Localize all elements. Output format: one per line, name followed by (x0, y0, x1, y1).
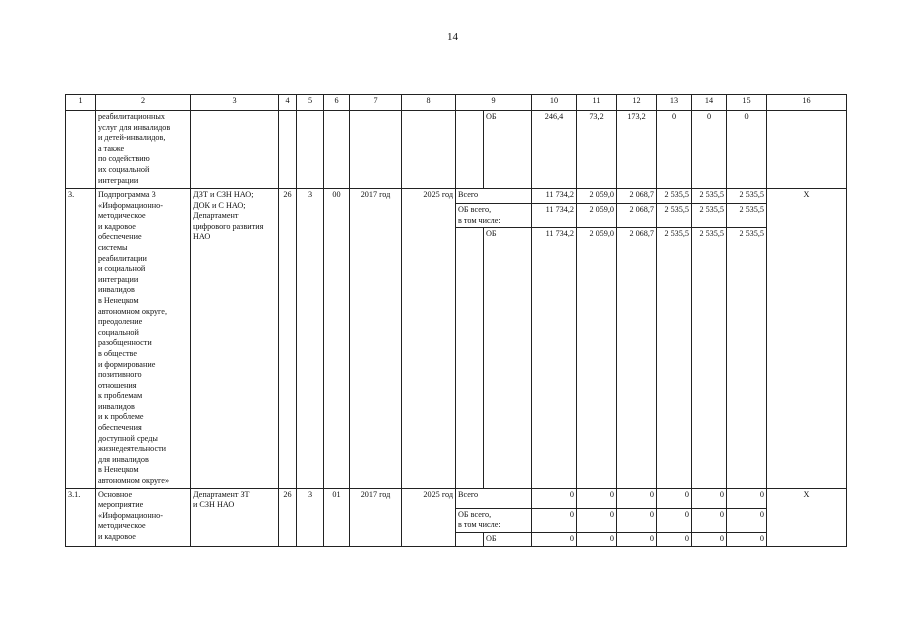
row-number: 3. (66, 189, 96, 489)
code-cell: 3 (297, 488, 324, 546)
value-cell: 0 (532, 488, 577, 508)
header-cell: 14 (692, 95, 727, 111)
code-cell: 00 (324, 189, 350, 489)
value-cell: 11 734,2 (532, 189, 577, 204)
program-table (65, 94, 847, 547)
header-cell: 15 (727, 95, 767, 111)
source-label: ОБ (484, 532, 532, 546)
end-year: 2025 год (402, 488, 456, 546)
source-label: ОБ всего, в том числе: (456, 508, 532, 532)
value-cell: 173,2 (617, 111, 657, 189)
value-cell: 0 (727, 508, 767, 532)
header-cell: 6 (324, 95, 350, 111)
value-cell: 2 535,5 (727, 204, 767, 228)
value-cell: 0 (657, 532, 692, 546)
executor: ДЗТ и СЗН НАО; ДОК и С НАО; Департамент цифрового развития НАО (191, 189, 279, 489)
header-cell: 7 (350, 95, 402, 111)
value-cell: 2 068,7 (617, 204, 657, 228)
code-cell: 3 (297, 189, 324, 489)
value-cell: 0 (692, 532, 727, 546)
value-cell: 0 (657, 508, 692, 532)
value-cell: 0 (692, 508, 727, 532)
source-label: Всего (456, 189, 532, 204)
header-cell: 2 (96, 95, 191, 111)
header-cell: 9 (456, 95, 532, 111)
value-cell: 0 (617, 532, 657, 546)
event-name: Основное мероприятие «Информационно- методическое и кадровое (96, 488, 191, 546)
table-row (66, 488, 847, 508)
header-cell: 3 (191, 95, 279, 111)
header-cell: 16 (767, 95, 847, 111)
value-cell: 0 (657, 111, 692, 189)
value-cell: 11 734,2 (532, 228, 577, 488)
value-cell: 0 (617, 508, 657, 532)
header-cell: 4 (279, 95, 297, 111)
value-cell: 2 535,5 (692, 228, 727, 488)
start-year: 2017 год (350, 488, 402, 546)
value-cell: 0 (727, 111, 767, 189)
value-cell: 2 535,5 (727, 228, 767, 488)
value-cell: 2 535,5 (692, 204, 727, 228)
value-cell: 2 535,5 (657, 204, 692, 228)
value-cell: 2 059,0 (577, 204, 617, 228)
value-cell: 2 059,0 (577, 228, 617, 488)
value-cell: 0 (577, 508, 617, 532)
result-cell: Х (767, 488, 847, 546)
value-cell: 11 734,2 (532, 204, 577, 228)
table-row (66, 189, 847, 204)
header-cell: 5 (297, 95, 324, 111)
header-cell: 11 (577, 95, 617, 111)
table-row (66, 111, 847, 189)
value-cell: 0 (692, 488, 727, 508)
code-cell: 01 (324, 488, 350, 546)
source-label: ОБ (484, 111, 532, 189)
start-year: 2017 год (350, 189, 402, 489)
value-cell: 246,4 (532, 111, 577, 189)
header-cell: 10 (532, 95, 577, 111)
value-cell: 0 (577, 488, 617, 508)
code-cell: 26 (279, 189, 297, 489)
source-label: ОБ всего, в том числе: (456, 204, 532, 228)
row-number: 3.1. (66, 488, 96, 546)
end-year: 2025 год (402, 189, 456, 489)
executor: Департамент ЗТ и СЗН НАО (191, 488, 279, 546)
header-row (66, 95, 847, 111)
header-cell: 8 (402, 95, 456, 111)
value-cell: 2 535,5 (727, 189, 767, 204)
value-cell: 2 535,5 (657, 228, 692, 488)
value-cell: 0 (727, 532, 767, 546)
value-cell: 0 (577, 532, 617, 546)
value-cell: 2 535,5 (657, 189, 692, 204)
value-cell: 0 (617, 488, 657, 508)
header-cell: 1 (66, 95, 96, 111)
value-cell: 2 068,7 (617, 189, 657, 204)
value-cell: 2 059,0 (577, 189, 617, 204)
source-label: Всего (456, 488, 532, 508)
value-cell: 0 (692, 111, 727, 189)
value-cell: 2 068,7 (617, 228, 657, 488)
result-cell: Х (767, 189, 847, 489)
program-name: Подпрограмма 3 «Информационно- методическое и кадровое обеспечение системы реабилитации и социальной интеграции инвалидов в Ненецком автономном округе, преодоление социальной разобщенности в обществе и формирование позитивного отношения к проблемам инвалидов и к проблеме обеспечения доступной среды жизнедеятельности для инвалидов в Ненецком автономном округе» (96, 189, 191, 489)
value-cell: 0 (727, 488, 767, 508)
source-label: ОБ (484, 228, 532, 488)
value-cell: 0 (657, 488, 692, 508)
value-cell: 2 535,5 (692, 189, 727, 204)
value-cell: 0 (532, 532, 577, 546)
header-cell: 12 (617, 95, 657, 111)
page-number: 14 (447, 31, 458, 43)
header-cell: 13 (657, 95, 692, 111)
event-name: реабилитационных услуг для инвалидов и детей-инвалидов, а также по содействию их социальной интеграции (96, 111, 191, 189)
value-cell: 73,2 (577, 111, 617, 189)
code-cell: 26 (279, 488, 297, 546)
value-cell: 0 (532, 508, 577, 532)
